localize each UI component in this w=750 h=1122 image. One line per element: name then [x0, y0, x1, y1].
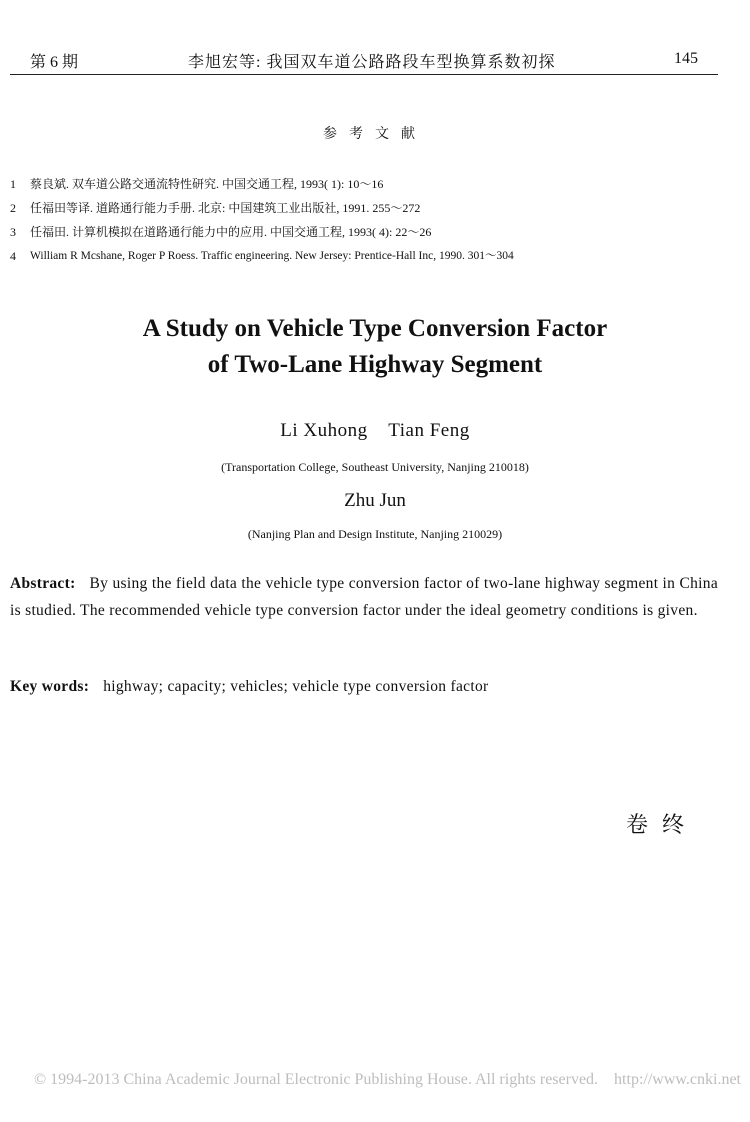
keywords [10, 678, 488, 696]
paper-title [0, 311, 750, 383]
reference-text: 任福田等译. 道路通行能力手册. 北京: 中国建筑工业出版社, 1991. 255～272 [30, 201, 421, 215]
paper-title-line-1: A Study on Vehicle Type Conversion Factor [142, 315, 608, 342]
references-list [10, 174, 730, 270]
authors-line-2: Zhu Jun [344, 490, 406, 511]
page-number: 145 [674, 50, 698, 67]
running-header [10, 46, 718, 75]
authors-line-1: Li Xuhong Tian Feng [280, 420, 470, 441]
reference-item [10, 222, 730, 246]
references-heading: 参考文献 [323, 127, 427, 142]
affiliation-2: (Nanjing Plan and Design Institute, Nanjing 210029) [247, 527, 503, 541]
affiliation-1: (Transportation College, Southeast University, Nanjing 210018) [221, 460, 529, 474]
reference-item [10, 174, 730, 198]
reference-number: 1 [10, 177, 16, 191]
paper-title-line-2: of Two-Lane Highway Segment [207, 351, 543, 378]
keywords-text: highway; capacity; vehicles; vehicle type conversion factor [103, 678, 489, 695]
issue-number: 第 6 期 [30, 54, 79, 71]
reference-number: 2 [10, 201, 16, 215]
copyright-footer: © 1994-2013 China Academic Journal Electronic Publishing House. All rights reserved. http://www.cnki.net [34, 1071, 741, 1088]
running-title: 李旭宏等: 我国双车道公路路段车型换算系数初探 [188, 54, 556, 71]
reference-number: 4 [10, 249, 16, 263]
keywords-label: Key words: [10, 678, 90, 695]
reference-text: 任福田. 计算机模拟在道路通行能力中的应用. 中国交通工程, 1993( 4): 22～26 [30, 225, 432, 239]
reference-text: 蔡良斌. 双车道公路交通流特性研究. 中国交通工程, 1993( 1): 10～16 [30, 177, 384, 191]
reference-item [10, 198, 730, 222]
reference-text: William R Mcshane, Roger P Roess. Traffic engineering. New Jersey: Prentice-Hall Inc, 1990. 301～304 [30, 250, 514, 262]
reference-item [10, 246, 730, 270]
abstract-label: Abstract: [10, 575, 76, 592]
abstract [10, 570, 718, 624]
volume-end-mark: 卷终 [625, 813, 698, 838]
abstract-text: By using the field data the vehicle type conversion factor of two-lane highway segment in China is studied. The recommended vehicle type conversion factor under the ideal geometry conditions is given. [10, 575, 718, 619]
reference-number: 3 [10, 225, 16, 239]
